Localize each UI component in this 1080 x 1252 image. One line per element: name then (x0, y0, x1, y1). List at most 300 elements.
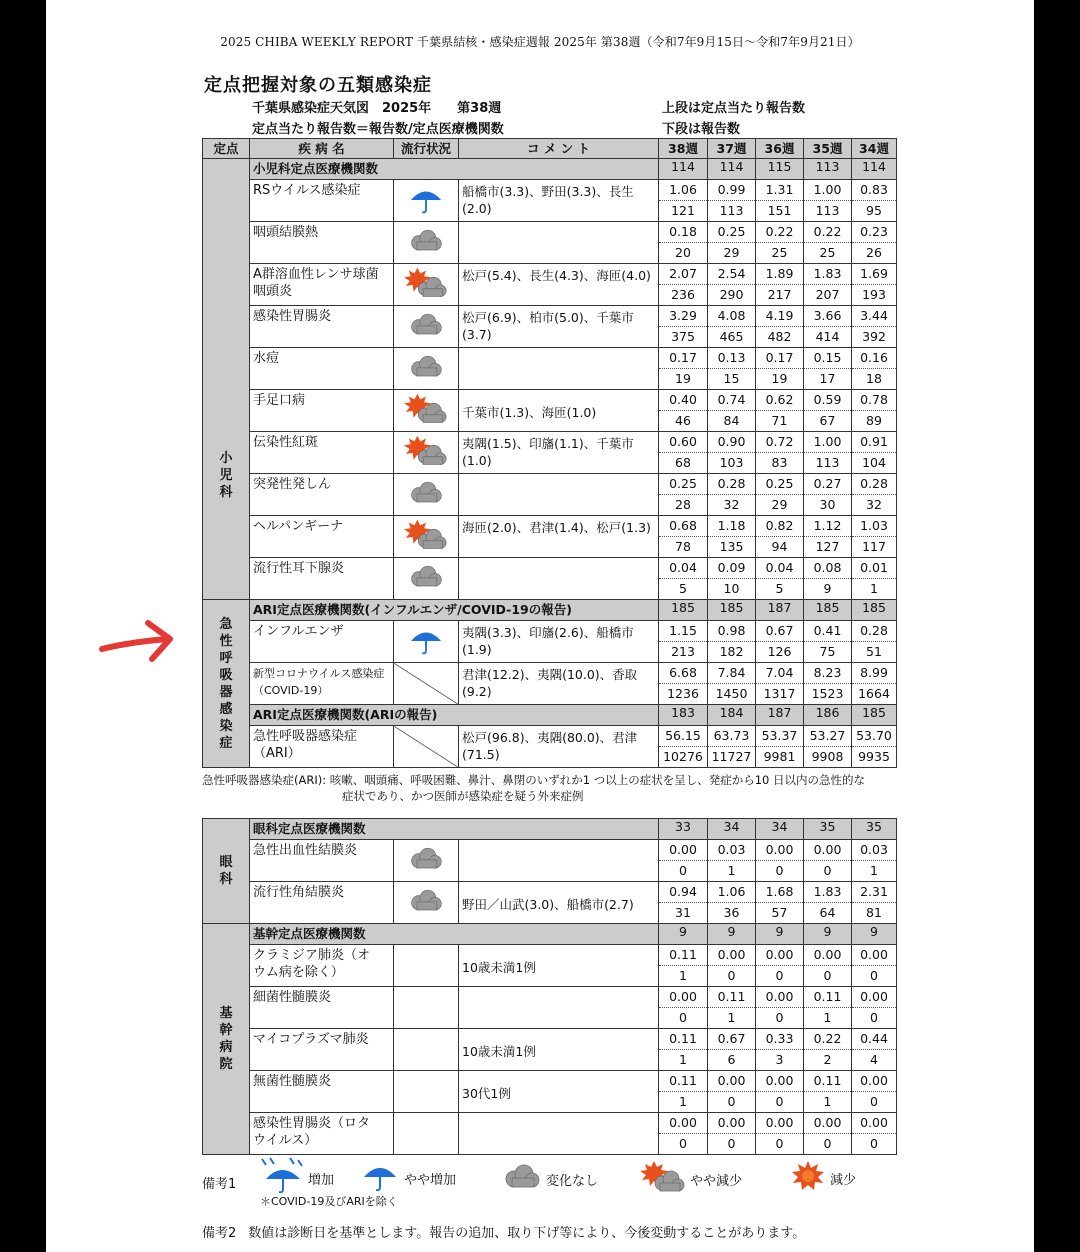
week-value-cell (659, 663, 708, 705)
legend-slight-increase (360, 1159, 456, 1197)
report-count: 9 (823, 581, 832, 596)
report-count: 0 (727, 1136, 736, 1151)
trend-cell (394, 663, 459, 705)
disease-name-text: 新型コロナウイルス感染症（COVID-19） (253, 667, 385, 697)
section-count: 185 (804, 600, 852, 621)
per-site-value: 3.29 (659, 306, 707, 327)
umbrella-icon (360, 1159, 400, 1197)
disease-name (250, 663, 394, 705)
per-site-value: 0.00 (659, 1113, 707, 1134)
report-count: 84 (723, 413, 740, 428)
trend-cell (394, 180, 459, 222)
umbrella-icon (407, 644, 445, 659)
report-count: 127 (815, 539, 840, 554)
trend-cell (394, 432, 459, 474)
disease-name (250, 474, 394, 516)
section-count: 184 (708, 705, 756, 726)
per-site-value: 0.03 (852, 840, 896, 861)
comment-cell (459, 726, 659, 768)
report-count: 193 (862, 287, 886, 302)
week-value-cell (708, 222, 756, 264)
per-site-value: 0.09 (708, 558, 755, 579)
report-count: 392 (862, 329, 886, 344)
disease-name (250, 621, 394, 663)
disease-name (250, 222, 394, 264)
cloud-icon (408, 326, 444, 341)
col-header-disease: 疾 病 名 (250, 139, 394, 159)
week-value-cell (852, 474, 897, 516)
report-count: 375 (671, 329, 695, 344)
week-value-cell (708, 945, 756, 987)
per-site-value: 0.99 (708, 180, 755, 201)
report-count: 290 (719, 287, 744, 302)
disease-name-text: RSウイルス感染症 (253, 183, 361, 198)
report-count: 1 (679, 1094, 687, 1109)
report-count: 2 (823, 1052, 832, 1067)
week-value-cell (756, 516, 804, 558)
week-value-cell (852, 1071, 897, 1113)
cloud-icon (408, 368, 444, 383)
comment-text: 松戸(96.8)、夷隅(80.0)、君津(71.5) (462, 730, 638, 762)
week-value-cell (804, 390, 852, 432)
report-count: 213 (671, 644, 695, 659)
week-value-cell (756, 390, 804, 432)
subtitle-upper-note: 上段は定点当たり報告数 (662, 101, 806, 116)
week-value-cell (852, 306, 897, 348)
report-count: 81 (866, 905, 882, 920)
disease-name (250, 348, 394, 390)
section-count: 185 (708, 600, 756, 621)
legend-slight-decrease-label: やや減少 (690, 1173, 743, 1189)
comment-text: 船橋市(3.3)、野田(3.3)、長生(2.0) (462, 184, 634, 216)
week-value-cell (756, 1113, 804, 1155)
legend-slight-decrease (640, 1159, 742, 1199)
report-count: 1 (727, 1010, 736, 1025)
disease-name-text: クラミジア肺炎（オウム病を除く） (253, 948, 371, 980)
week-value-cell (708, 1113, 756, 1155)
per-site-value: 0.03 (708, 840, 755, 861)
week-value-cell (756, 432, 804, 474)
disease-name-text: 咽頭結膜熱 (253, 225, 319, 240)
section-name: 基幹定点医療機関数 (250, 924, 659, 945)
week-value-cell (756, 1071, 804, 1113)
per-site-value: 1.00 (804, 180, 851, 201)
per-site-value: 1.03 (852, 516, 896, 537)
report-count: 0 (775, 1136, 784, 1151)
per-site-value: 0.90 (708, 432, 755, 453)
report-count: 51 (866, 644, 882, 659)
week-value-cell (708, 558, 756, 600)
report-count: 67 (819, 413, 836, 428)
report-count: 0 (823, 1136, 832, 1151)
week-value-cell (852, 180, 897, 222)
report-count: 0 (823, 863, 832, 878)
table-row (203, 945, 897, 987)
table-row (203, 558, 897, 600)
table-row (203, 1029, 897, 1071)
per-site-value: 0.62 (756, 390, 803, 411)
report-header: 2025 CHIBA WEEKLY REPORT 千葉県結核・感染症週報 2025年 第38週（令和7年9月15日〜令和7年9月21日） (220, 35, 860, 49)
week-value-cell (659, 840, 708, 882)
per-site-value: 7.84 (708, 663, 755, 684)
report-count: 1523 (811, 686, 844, 701)
section-header-row (203, 159, 897, 180)
week-value-cell (659, 621, 708, 663)
remark2-text: 数値は診断日を基準とします。報告の追加、取り下げ等により、今後変動することがあります。 (248, 1226, 806, 1241)
report-count: 0 (679, 1136, 687, 1151)
per-site-value: 0.00 (756, 840, 803, 861)
report-count: 0 (823, 968, 832, 983)
section-count: 9 (756, 924, 804, 945)
per-site-value: 0.00 (804, 945, 851, 966)
per-site-value: 0.25 (659, 474, 707, 495)
week-value-cell (852, 348, 897, 390)
week-value-cell (708, 474, 756, 516)
per-site-value: 0.28 (852, 474, 896, 495)
per-site-value: 0.00 (804, 1113, 851, 1134)
category-label (203, 819, 250, 924)
per-site-value: 4.19 (756, 306, 803, 327)
cloud-icon (408, 242, 444, 257)
per-site-value: 0.28 (708, 474, 755, 495)
trend-cell (394, 348, 459, 390)
report-count: 10 (723, 581, 740, 596)
week-value-cell (659, 1113, 708, 1155)
per-site-value: 0.33 (756, 1029, 803, 1050)
week-value-cell (852, 390, 897, 432)
week-value-cell (708, 264, 756, 306)
disease-name-text: 細菌性髄膜炎 (253, 990, 332, 1005)
ari-definition-note (202, 772, 865, 804)
disease-name-text: 感染性胃腸炎 (253, 309, 332, 324)
week-value-cell (756, 621, 804, 663)
table-row (203, 1113, 897, 1155)
per-site-value: 0.28 (852, 621, 896, 642)
disease-name (250, 1029, 394, 1071)
comment-cell (459, 558, 659, 600)
week-value-cell (804, 558, 852, 600)
per-site-value: 0.11 (804, 987, 851, 1008)
week-value-cell (708, 621, 756, 663)
per-site-value: 0.15 (804, 348, 851, 369)
category-label (203, 600, 250, 768)
section-count: 9 (852, 924, 897, 945)
trend-cell (394, 882, 459, 924)
comment-cell (459, 840, 659, 882)
per-site-value: 0.00 (708, 1113, 755, 1134)
week-value-cell (659, 348, 708, 390)
legend-note: ＊COVID-19及びARIを除く (260, 1195, 398, 1208)
comment-cell (459, 945, 659, 987)
per-site-value: 0.04 (659, 558, 707, 579)
ari-note-line2: 症状であり、かつ医師が感染症を疑う外来症例 (342, 789, 584, 803)
per-site-value: 0.00 (756, 1071, 803, 1092)
report-count: 113 (815, 455, 840, 470)
comment-text: 海匝(2.0)、君津(1.4)、松戸(1.3) (462, 520, 651, 535)
report-count: 117 (862, 539, 886, 554)
per-site-value: 8.23 (804, 663, 851, 684)
report-count: 1 (679, 968, 687, 983)
per-site-value: 0.40 (659, 390, 707, 411)
table-row (203, 222, 897, 264)
per-site-value: 2.07 (659, 264, 707, 285)
report-count: 0 (870, 968, 878, 983)
section-count: 33 (659, 819, 708, 840)
section-count: 185 (852, 600, 897, 621)
table-row (203, 180, 897, 222)
sun-cloud-icon (404, 289, 448, 304)
comment-cell (459, 348, 659, 390)
week-value-cell (659, 432, 708, 474)
per-site-value: 0.17 (756, 348, 803, 369)
legend-no-change-label: 変化なし (546, 1173, 599, 1189)
report-count: 0 (775, 1094, 784, 1109)
comment-cell (459, 474, 659, 516)
report-count: 30 (819, 497, 836, 512)
table-header-row (203, 139, 897, 159)
page-title: 定点把握対象の五類感染症 (204, 75, 432, 96)
comment-cell (459, 1071, 659, 1113)
per-site-value: 0.11 (708, 987, 755, 1008)
report-count: 10276 (663, 749, 703, 764)
sun-cloud-icon (404, 457, 448, 472)
per-site-value: 0.00 (852, 1113, 896, 1134)
disease-name-text: 突発性発しん (253, 477, 332, 492)
week-value-cell (756, 306, 804, 348)
week-value-cell (756, 663, 804, 705)
per-site-value: 0.44 (852, 1029, 896, 1050)
report-count: 151 (767, 203, 792, 218)
week-value-cell (659, 264, 708, 306)
section-header-row (203, 600, 897, 621)
report-count: 0 (727, 1094, 736, 1109)
disease-name (250, 180, 394, 222)
per-site-value: 0.00 (756, 945, 803, 966)
week-value-cell (708, 663, 756, 705)
comment-cell (459, 1113, 659, 1155)
week-value-cell (852, 840, 897, 882)
disease-name (250, 945, 394, 987)
report-count: 17 (819, 371, 836, 386)
comment-text: 10歳未満1例 (462, 1043, 536, 1059)
report-count: 113 (719, 203, 744, 218)
per-site-value: 0.18 (659, 222, 707, 243)
section-count: 185 (852, 705, 897, 726)
disease-name-text: 手足口病 (253, 393, 306, 408)
report-count: 46 (675, 413, 691, 428)
per-site-value: 56.15 (659, 726, 707, 747)
legend-no-change (502, 1163, 598, 1195)
report-count: 1 (870, 581, 878, 596)
table-row (203, 987, 897, 1029)
week-value-cell (852, 1029, 897, 1071)
col-header-week: 38週 (659, 139, 708, 159)
trend-cell (394, 945, 459, 987)
week-value-cell (756, 840, 804, 882)
disease-name (250, 882, 394, 924)
per-site-value: 0.74 (708, 390, 755, 411)
per-site-value: 0.94 (659, 882, 707, 903)
week-value-cell (756, 1029, 804, 1071)
report-count: 0 (775, 863, 784, 878)
week-value-cell (708, 1029, 756, 1071)
per-site-value: 0.25 (756, 474, 803, 495)
report-count: 1317 (763, 686, 796, 701)
trend-cell (394, 222, 459, 264)
report-count: 0 (679, 863, 687, 878)
comment-cell (459, 516, 659, 558)
comment-cell (459, 621, 659, 663)
comment-cell (459, 264, 659, 306)
disease-name-text: 急性出血性結膜炎 (253, 843, 358, 858)
section-count: 114 (708, 159, 756, 180)
report-count: 482 (767, 329, 792, 344)
section-count: 35 (804, 819, 852, 840)
disease-name-text: ヘルパンギーナ (253, 519, 344, 534)
per-site-value: 0.98 (708, 621, 755, 642)
per-site-value: 0.16 (852, 348, 896, 369)
comment-text: 夷隅(3.3)、印旛(2.6)、船橋市(1.9) (462, 625, 634, 657)
report-count: 25 (819, 245, 836, 260)
sun-cloud-icon (404, 541, 448, 556)
per-site-value: 1.06 (708, 882, 755, 903)
col-header-teiten: 定点 (203, 139, 250, 159)
comment-text: 松戸(5.4)、長生(4.3)、海匝(4.0) (462, 268, 651, 283)
report-count: 89 (866, 413, 882, 428)
section-count: 185 (659, 600, 708, 621)
col-header-week: 35週 (804, 139, 852, 159)
section-name: ARI定点医療機関数(ARIの報告) (250, 705, 659, 726)
per-site-value: 1.68 (756, 882, 803, 903)
week-value-cell (852, 432, 897, 474)
trend-cell (394, 840, 459, 882)
report-count: 0 (870, 1094, 878, 1109)
surveillance-table-bottom (202, 818, 897, 1155)
trend-cell (394, 264, 459, 306)
per-site-value: 0.59 (804, 390, 851, 411)
week-value-cell (852, 264, 897, 306)
per-site-value: 0.00 (756, 987, 803, 1008)
per-site-value: 0.01 (852, 558, 896, 579)
per-site-value: 53.27 (804, 726, 851, 747)
report-count: 31 (675, 905, 691, 920)
report-count: 135 (719, 539, 744, 554)
section-name: 小児科定点医療機関数 (250, 159, 659, 180)
table-row (203, 882, 897, 924)
per-site-value: 0.23 (852, 222, 896, 243)
report-count: 9908 (811, 749, 844, 764)
per-site-value: 1.12 (804, 516, 851, 537)
annotation-arrow-icon (96, 617, 178, 671)
surveillance-table-top (202, 138, 897, 768)
per-site-value: 1.83 (804, 882, 851, 903)
week-value-cell (659, 390, 708, 432)
per-site-value: 0.78 (852, 390, 896, 411)
legend-label: 備考1 (202, 1177, 237, 1192)
report-count: 15 (723, 371, 740, 386)
week-value-cell (756, 882, 804, 924)
week-value-cell (804, 306, 852, 348)
week-value-cell (708, 840, 756, 882)
comment-text: 野田／山武(3.0)、船橋市(2.7) (462, 896, 634, 912)
week-value-cell (659, 306, 708, 348)
remark2-label: 備考2 (202, 1226, 237, 1241)
week-value-cell (708, 726, 756, 768)
per-site-value: 6.68 (659, 663, 707, 684)
report-count: 29 (771, 497, 788, 512)
week-value-cell (852, 558, 897, 600)
disease-name (250, 726, 394, 768)
report-count: 75 (819, 644, 836, 659)
report-count: 113 (815, 203, 840, 218)
week-value-cell (804, 621, 852, 663)
week-value-cell (852, 1113, 897, 1155)
disease-name (250, 306, 394, 348)
report-count: 78 (675, 539, 691, 554)
week-value-cell (804, 264, 852, 306)
section-count: 186 (804, 705, 852, 726)
week-value-cell (804, 180, 852, 222)
report-count: 20 (675, 245, 691, 260)
per-site-value: 0.00 (659, 987, 707, 1008)
section-count: 114 (852, 159, 897, 180)
disease-name (250, 987, 394, 1029)
category-label-text: 基幹病院 (219, 1006, 233, 1072)
week-value-cell (852, 882, 897, 924)
legend-slight-increase-label: やや増加 (404, 1172, 457, 1188)
report-count: 0 (679, 1010, 687, 1025)
disease-name (250, 840, 394, 882)
report-count: 19 (771, 371, 788, 386)
report-count: 71 (771, 413, 788, 428)
report-count: 104 (862, 455, 886, 470)
per-site-value: 1.69 (852, 264, 896, 285)
comment-text: 夷隅(1.5)、印旛(1.1)、千葉市(1.0) (462, 436, 634, 468)
per-site-value: 0.25 (708, 222, 755, 243)
table-row (203, 663, 897, 705)
week-value-cell (804, 1113, 852, 1155)
table-row (203, 264, 897, 306)
week-value-cell (756, 180, 804, 222)
table-row (203, 390, 897, 432)
per-site-value: 7.04 (756, 663, 803, 684)
sun-icon (790, 1159, 826, 1197)
section-count: 183 (659, 705, 708, 726)
per-site-value: 0.04 (756, 558, 803, 579)
report-count: 11727 (711, 749, 752, 764)
cloud-icon (502, 1163, 542, 1195)
per-site-value: 1.18 (708, 516, 755, 537)
comment-text: 君津(12.2)、夷隅(10.0)、香取(9.2) (462, 667, 638, 699)
week-value-cell (756, 264, 804, 306)
per-site-value: 1.31 (756, 180, 803, 201)
section-name: ARI定点医療機関数(インフルエンザ/COVID-19の報告) (250, 600, 659, 621)
week-value-cell (756, 945, 804, 987)
category-label (203, 159, 250, 600)
week-value-cell (804, 516, 852, 558)
report-count: 103 (719, 455, 744, 470)
table-row (203, 726, 897, 768)
report-count: 207 (815, 287, 840, 302)
comment-cell (459, 390, 659, 432)
trend-cell (394, 516, 459, 558)
category-label (203, 924, 250, 1155)
report-count: 1 (823, 1010, 832, 1025)
report-count: 1 (823, 1094, 832, 1109)
disease-name-text: 伝染性紅斑 (253, 435, 319, 450)
week-value-cell (804, 432, 852, 474)
sun-cloud-icon (404, 415, 448, 430)
